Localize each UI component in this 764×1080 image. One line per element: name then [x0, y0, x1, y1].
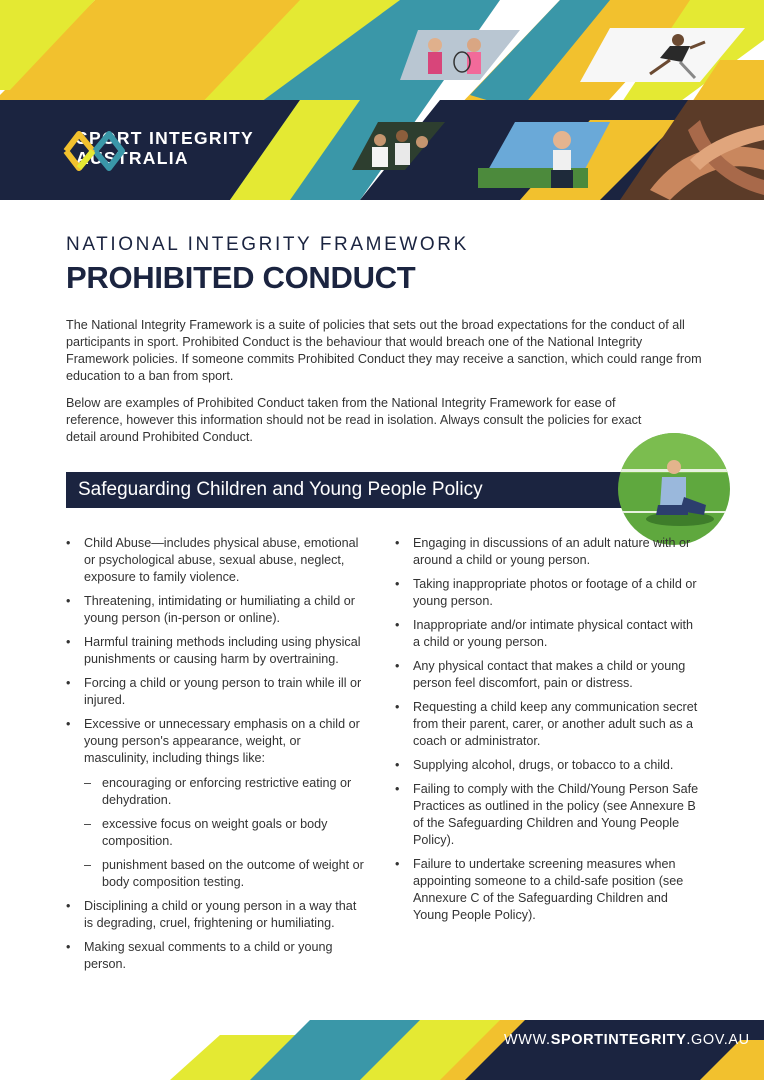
list-item: [66, 939, 366, 973]
list-item: [395, 535, 701, 569]
bullet-icon: •: [395, 659, 400, 673]
list-item-text: Failure to undertake screening measures when appointing someone to a child-safe position (see Annexure C of the Safeguarding Children and Young People Policy).: [413, 857, 684, 922]
document-kicker: NATIONAL INTEGRITY FRAMEWORK: [66, 234, 469, 255]
section-header: [66, 472, 656, 508]
left-conduct-list: [66, 535, 366, 980]
right-conduct-list: [395, 535, 701, 931]
url-suffix: .GOV.AU: [686, 1032, 750, 1048]
list-item-text: Requesting a child keep any communication secret from their parent, carer, or another adult such as a coach or administrator.: [413, 700, 698, 748]
list-item-text: Excessive or unnecessary emphasis on a child or young person's appearance, weight, or masculinity, including things like:: [84, 717, 360, 765]
list-item: [66, 716, 366, 891]
list-item-text: Taking inappropriate photos or footage of a child or young person.: [413, 577, 697, 608]
list-item-text: Forcing a child or young person to train while ill or injured.: [84, 676, 362, 707]
bullet-icon: •: [395, 700, 400, 714]
bullet-icon: •: [66, 717, 71, 731]
list-item-text: Threatening, intimidating or humiliating a child or young person (in-person or online).: [84, 594, 355, 625]
bullet-icon: •: [66, 594, 71, 608]
list-item: [395, 781, 701, 849]
sub-list-item-text: excessive focus on weight goals or body composition.: [102, 817, 328, 848]
dash-icon: –: [84, 776, 92, 790]
list-item-text: Child Abuse—includes physical abuse, emotional or psychological abuse, sexual abuse, neglect, exposure to family violence.: [84, 536, 359, 584]
list-item-text: Engaging in discussions of an adult nature with or around a child or young person.: [413, 536, 691, 567]
sub-list-item-text: punishment based on the outcome of weight or body composition testing.: [102, 858, 364, 889]
bullet-icon: •: [395, 758, 400, 772]
list-item-text: Inappropriate and/or intimate physical contact with a child or young person.: [413, 618, 694, 649]
section-title: Safeguarding Children and Young People Policy: [78, 479, 483, 500]
intro-paragraph-2: Below are examples of Prohibited Conduct taken from the National Integrity Framework for ease of reference, however this information should not be read in isolation. Always consult the policies for exact detail around Prohibited Conduct.: [66, 396, 642, 444]
bullet-icon: •: [66, 940, 71, 954]
list-item: [66, 535, 366, 586]
dash-icon: –: [84, 858, 92, 872]
bullet-icon: •: [395, 536, 400, 550]
bullet-icon: •: [395, 577, 400, 591]
brand-logo: [62, 128, 254, 168]
bullet-icon: •: [395, 618, 400, 632]
bullet-icon: •: [395, 857, 400, 871]
list-item: [66, 898, 366, 932]
list-item-text: Harmful training methods including using physical punishments or causing harm by overtraining.: [84, 635, 361, 666]
list-item: [395, 757, 701, 774]
sub-list-item: [84, 857, 366, 891]
url-prefix: WWW.: [504, 1032, 551, 1048]
list-item-text: Disciplining a child or young person in a way that is degrading, cruel, frightening or humiliating.: [84, 899, 357, 930]
seated-child-photo: [618, 433, 730, 545]
bullet-icon: •: [66, 635, 71, 649]
dash-icon: –: [84, 817, 92, 831]
list-item-text: Any physical contact that makes a child or young person feel discomfort, pain or distress.: [413, 659, 686, 690]
list-item-text: Supplying alcohol, drugs, or tobacco to a child.: [413, 758, 674, 772]
list-item: [66, 675, 366, 709]
header-banner: [0, 0, 764, 200]
document-title: PROHIBITED CONDUCT: [66, 260, 416, 295]
bullet-icon: •: [395, 782, 400, 796]
infinity-chevron-logo-icon: [62, 128, 126, 174]
sub-list-item-text: encouraging or enforcing restrictive eating or dehydration.: [102, 776, 352, 807]
list-item: [66, 634, 366, 668]
list-item: [395, 658, 701, 692]
list-item-text: Failing to comply with the Child/Young Person Safe Practices as outlined in the policy (see Annexure B of the Safeguarding Children and Young People Policy).: [413, 782, 699, 847]
list-item: [395, 576, 701, 610]
sub-list: [84, 775, 366, 891]
bullet-icon: •: [66, 536, 71, 550]
bullet-icon: •: [66, 899, 71, 913]
list-item: [395, 856, 701, 924]
list-item-text: Making sexual comments to a child or young person.: [84, 940, 333, 971]
brand-name-line2: AUSTRALIA: [76, 148, 189, 168]
list-item: [66, 593, 366, 627]
list-item: [395, 617, 701, 651]
url-domain: SPORTINTEGRITY: [550, 1032, 687, 1048]
sub-list-item: [84, 816, 366, 850]
brand-name-line1: SPORT INTEGRITY: [76, 128, 254, 148]
sub-list-item: [84, 775, 366, 809]
website-link[interactable]: [504, 1032, 750, 1048]
intro-paragraph-1: The National Integrity Framework is a suite of policies that sets out the broad expectations for the conduct of all participants in sport. Prohibited Conduct is the behaviour that would breach one of the National Integrity Framework policies. If someone commits Prohibited Conduct they may receive a sanction, which could range from education to a ban from sport.: [66, 318, 702, 383]
list-item: [395, 699, 701, 750]
bullet-icon: •: [66, 676, 71, 690]
